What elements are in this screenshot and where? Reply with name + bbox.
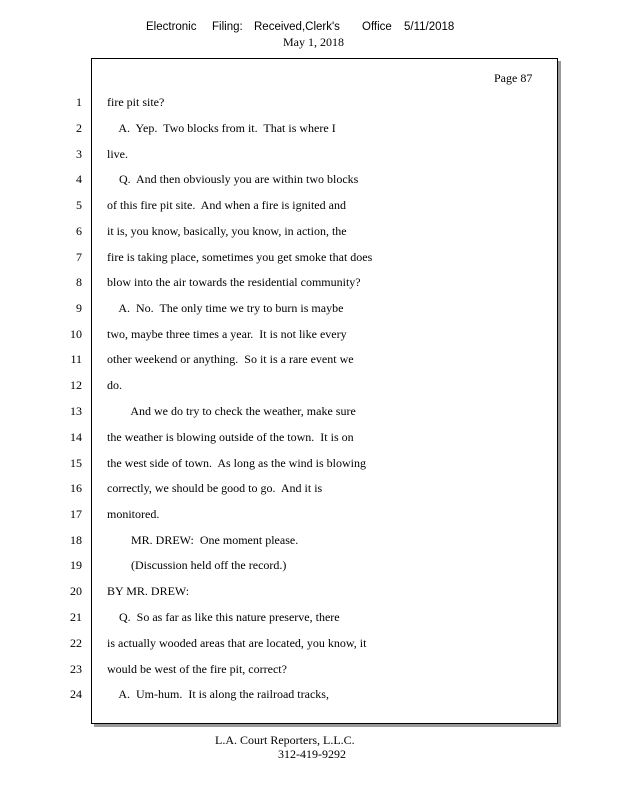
transcript-line: And we do try to check the weather, make sure: [107, 404, 356, 418]
line-number: 22: [70, 636, 82, 650]
transcript-line: two, maybe three times a year. It is not like every: [107, 327, 347, 341]
transcript-line: BY MR. DREW:: [107, 584, 190, 598]
line-number: 1: [76, 95, 82, 109]
line-number: 6: [76, 224, 82, 238]
line-number: 19: [70, 558, 82, 572]
transcript-line: Q. So as far as like this nature preserve, there: [107, 610, 340, 624]
line-number: 20: [70, 584, 82, 598]
line-number: 12: [70, 378, 82, 392]
transcript-line: A. No. The only time we try to burn is maybe: [107, 301, 344, 315]
line-number: 11: [70, 352, 82, 366]
transcript-date: May 1, 2018: [283, 35, 344, 49]
transcript-line: live.: [107, 147, 128, 161]
transcript-line: fire pit site?: [107, 95, 165, 109]
transcript-line: fire is taking place, sometimes you get smoke that does: [107, 250, 373, 264]
transcript-line: Q. And then obviously you are within two blocks: [107, 172, 359, 186]
transcript-line: monitored.: [107, 507, 160, 521]
transcript-line: A. Yep. Two blocks from it. That is where I: [107, 121, 336, 135]
filing-stamp-office: Office: [362, 21, 392, 33]
line-number: 7: [76, 250, 82, 264]
line-number: 15: [70, 456, 82, 470]
line-number: 21: [70, 610, 82, 624]
transcript-line: is actually wooded areas that are located, you know, it: [107, 636, 367, 650]
line-number: 3: [76, 147, 82, 161]
line-number: 9: [76, 301, 82, 315]
line-number: 23: [70, 662, 82, 676]
transcript-line: the weather is blowing outside of the town. It is on: [107, 430, 354, 444]
transcript-line: A. Um-hum. It is along the railroad tracks,: [107, 687, 329, 701]
line-number: 24: [70, 687, 82, 701]
footer-company: L.A. Court Reporters, L.L.C.: [215, 733, 355, 747]
transcript-line: blow into the air towards the residential community?: [107, 275, 361, 289]
filing-stamp-filing: Filing:: [212, 21, 243, 33]
filing-stamp-date: 5/11/2018: [404, 21, 455, 33]
line-number: 2: [76, 121, 82, 135]
transcript-line: (Discussion held off the record.): [107, 558, 287, 572]
transcript-line: other weekend or anything. So it is a rare event we: [107, 352, 354, 366]
transcript-line: do.: [107, 378, 122, 392]
transcript-line: would be west of the fire pit, correct?: [107, 662, 287, 676]
line-number: 13: [70, 404, 82, 418]
transcript-line: MR. DREW: One moment please.: [107, 533, 299, 547]
line-number: 4: [76, 172, 82, 186]
page-number: Page 87: [494, 71, 533, 85]
filing-stamp-electronic: Electronic: [146, 21, 197, 33]
line-number: 5: [76, 198, 82, 212]
transcript-line: of this fire pit site. And when a fire is ignited and: [107, 198, 346, 212]
line-number: 14: [70, 430, 82, 444]
line-number: 8: [76, 275, 82, 289]
line-number: 16: [70, 481, 82, 495]
line-number: 10: [70, 327, 82, 341]
line-number: 17: [70, 507, 82, 521]
transcript-line: correctly, we should be good to go. And it is: [107, 481, 323, 495]
filing-stamp-received: Received,Clerk's: [254, 21, 340, 33]
transcript-line: the west side of town. As long as the wind is blowing: [107, 456, 366, 470]
footer-phone: 312-419-9292: [278, 747, 346, 761]
transcript-line: it is, you know, basically, you know, in action, the: [107, 224, 347, 238]
line-number: 18: [70, 533, 82, 547]
